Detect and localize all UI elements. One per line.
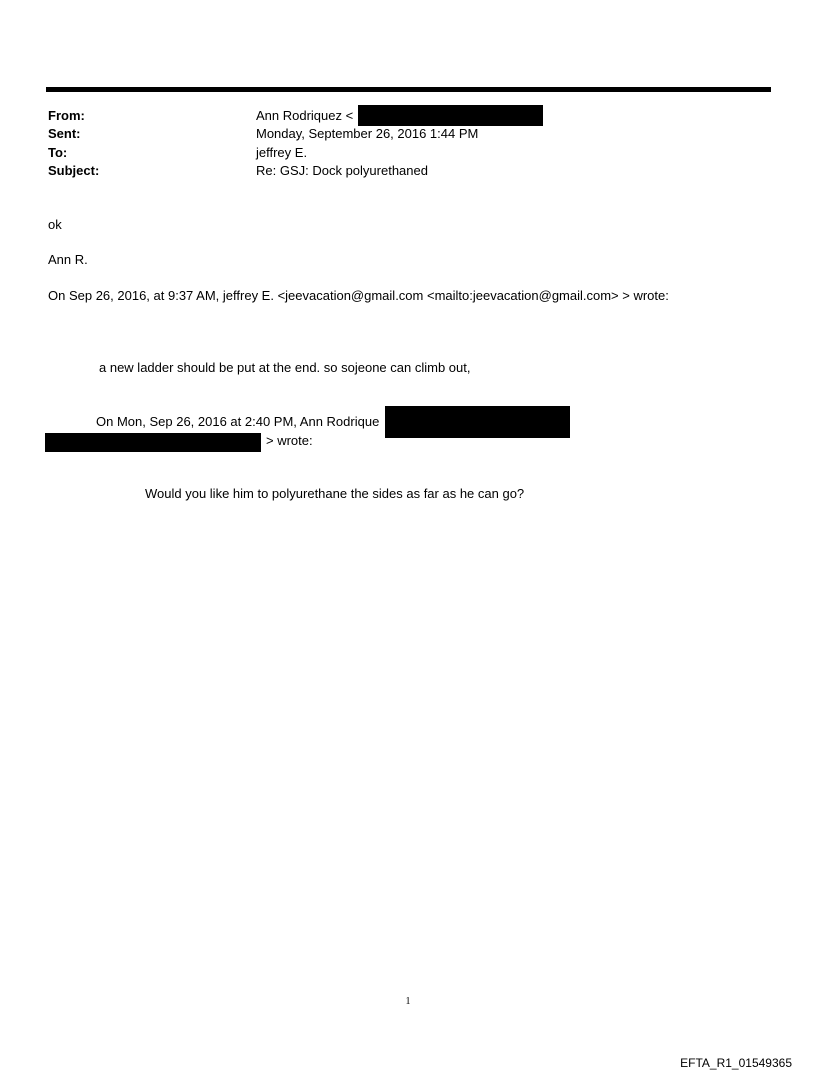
header-rule <box>46 87 771 92</box>
reply-text: ok <box>48 217 62 232</box>
signature: Ann R. <box>48 252 88 267</box>
redaction-sender-email-1 <box>385 406 570 438</box>
quote1-text: a new ladder should be put at the end. so sojeone can climb out, <box>99 360 471 375</box>
page-number: 1 <box>405 996 411 1007</box>
to-label: To: <box>48 145 68 160</box>
to-value: jeffrey E. <box>256 145 308 160</box>
quote2-intro-end: > wrote: <box>266 433 313 448</box>
from-value: Ann Rodriquez < <box>256 108 354 123</box>
bates-number: EFTA_R1_01549365 <box>680 1056 792 1070</box>
quote2-text: Would you like him to polyurethane the sides as far as he can go? <box>145 486 525 501</box>
quote2-intro: On Mon, Sep 26, 2016 at 2:40 PM, Ann Rodrique <box>96 414 380 429</box>
redaction-sender-email-2 <box>45 433 261 452</box>
from-label: From: <box>48 108 85 123</box>
sent-label: Sent: <box>48 126 81 141</box>
quote1-intro: On Sep 26, 2016, at 9:37 AM, jeffrey E. <jeevacation@gmail.com <mailto:jeevacation@gmail.com> > wrote: <box>48 288 669 303</box>
subject-value: Re: GSJ: Dock polyurethaned <box>256 163 428 178</box>
sent-value: Monday, September 26, 2016 1:44 PM <box>256 126 479 141</box>
redaction-from-email <box>358 105 543 126</box>
subject-label: Subject: <box>48 163 100 178</box>
